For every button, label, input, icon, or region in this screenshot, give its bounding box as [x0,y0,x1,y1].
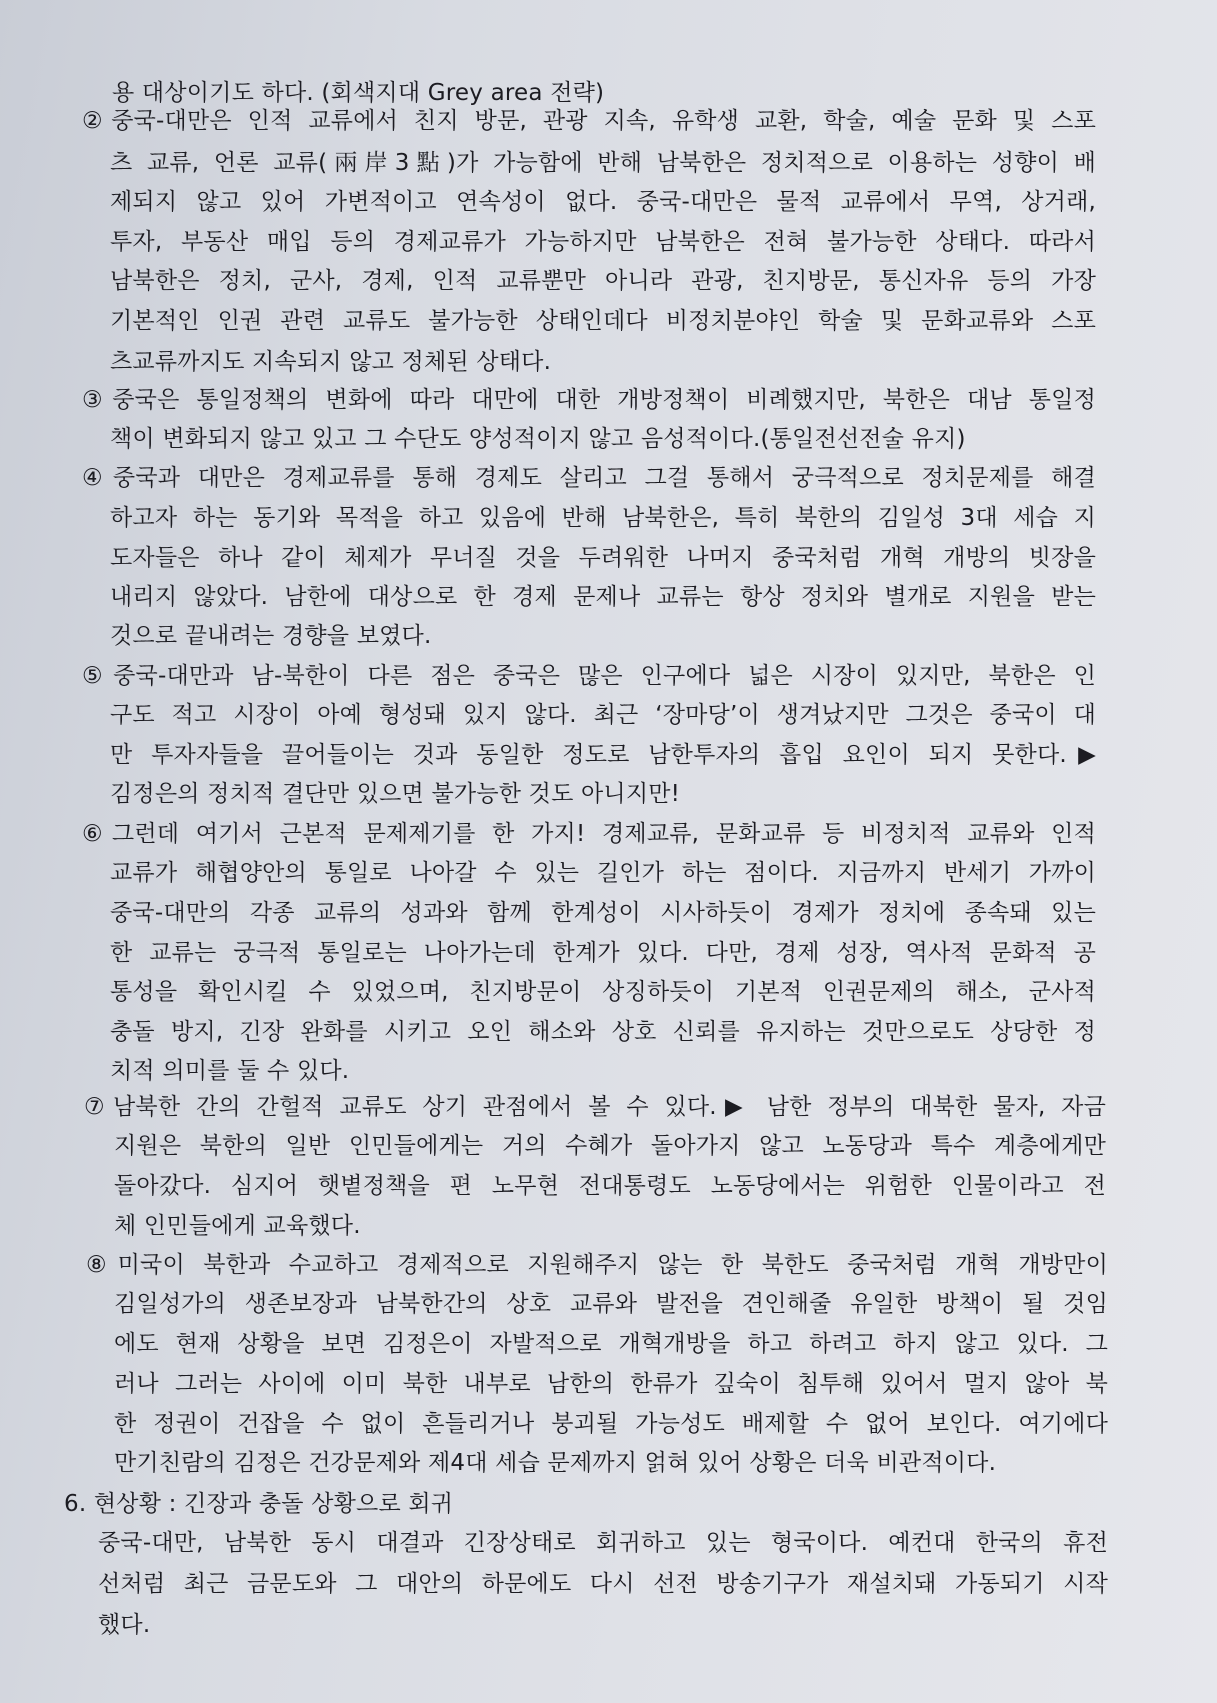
item-4-line-4: 내리지 않았다. 남한에 대상으로 한 경제 문제나 교류는 항상 정치와 별개로 지원을 받는 [110,584,1096,610]
item-4-line-3: 도자들은 하나 같이 체제가 무너질 것을 두려워한 나머지 중국처럼 개혁 개방의 빗장을 [110,545,1096,571]
item-2-line-3: 제되지 않고 있어 가변적이고 연속성이 없다. 중국-대만은 물적 교류에서 무역, 상거래, [110,189,1096,215]
item-6-line-6: 충돌 방지, 긴장 완화를 시키고 오인 해소와 상호 신뢰를 유지하는 것만으로도 상당한 정 [110,1019,1096,1045]
item-4-line-5: 것으로 끝내려는 경향을 보였다. [110,623,432,649]
body-line-3: 했다. [98,1612,151,1638]
item-6-line-7: 치적 의미를 둘 수 있다. [110,1058,350,1084]
item-8-line-4: 러나 그러는 사이에 이미 북한 내부로 남한의 한류가 깊숙이 침투해 있어서 멀지 않아 북 [114,1371,1108,1397]
item-8-line-6: 만기친람의 김정은 건강문제와 제4대 세습 문제까지 얽혀 있어 상황은 더욱 비관적이다. [114,1450,997,1476]
item-4-line-2: 하고자 하는 동기와 목적을 하고 있음에 반해 남북한은, 특히 북한의 김일성 3대 세습 지 [110,505,1096,531]
item-2-line-4: 투자, 부동산 매입 등의 경제교류가 가능하지만 남북한은 전혀 불가능한 상태다. 따라서 [110,229,1096,255]
section-heading: 6. 현상황 : 긴장과 충돌 상황으로 회귀 [64,1491,454,1517]
item-2-line-7: 츠교류까지도 지속되지 않고 정체된 상태다. [110,349,552,375]
item-8-line-5: 한 정권이 건잡을 수 없이 흔들리거나 붕괴될 가능성도 배제할 수 없어 보인다. 여기에다 [114,1411,1108,1437]
item-8-line-3: 에도 현재 상황을 보면 김정은이 자발적으로 개혁개방을 하고 하려고 하지 않고 있다. 그 [114,1331,1108,1357]
item-6-line-4: 한 교류는 궁극적 통일로는 나아가는데 한계가 있다. 다만, 경제 성장, 역사적 문화적 공 [110,940,1096,966]
item-4-line-1: ④중국과 대만은 경제교류를 통해 경제도 살리고 그걸 통해서 궁극적으로 정치문제를 해결 [82,465,1096,491]
item-5-line-3: 만 투자자들을 끌어들이는 것과 동일한 정도로 남한투자의 흡입 요인이 되지 못한다.▶ [110,742,1096,768]
item-7-line-1: ⑦남북한 간의 간헐적 교류도 상기 관점에서 볼 수 있다.▶ 남한 정부의 대북한 물자, 자금 [84,1094,1106,1120]
item-7-line-2: 지원은 북한의 일반 인민들에게는 거의 수혜가 돌아가지 않고 노동당과 특수 계층에게만 [114,1133,1106,1159]
item-8-line-1: ⑧미국이 북한과 수교하고 경제적으로 지원해주지 않는 한 북한도 중국처럼 개혁 개방만이 [86,1252,1108,1278]
item-6-line-3: 중국-대만의 각종 교류의 성과와 함께 한계성이 시사하듯이 경제가 정치에 종속돼 있는 [110,900,1096,926]
item-5-line-4: 김정은의 정치적 결단만 있으면 불가능한 것도 아니지만! [110,781,681,807]
item-2-line-2: 츠 교류, 언론 교류(兩岸3點)가 가능함에 반해 남북한은 정치적으로 이용하는 성향이 배 [110,150,1096,176]
text-line-1: 용 대상이기도 하다. (회색지대 Grey area 전략) [112,80,605,106]
item-2-line-6: 기본적인 인권 관련 교류도 불가능한 상태인데다 비정치분야인 학술 및 문화교류와 스포 [110,308,1096,334]
item-7-line-3: 돌아갔다. 심지어 햇볕정책을 편 노무현 전대통령도 노동당에서는 위험한 인물이라고 전 [114,1173,1106,1199]
item-3-line-1: ③중국은 통일정책의 변화에 따라 대만에 대한 개방정책이 비례했지만, 북한은 대남 통일정 [82,387,1096,413]
item-3-line-2: 책이 변화되지 않고 있고 그 수단도 양성적이지 않고 음성적이다.(통일전선전술 유지) [110,426,966,452]
item-2-line-1: ②중국-대만은 인적 교류에서 친지 방문, 관광 지속, 유학생 교환, 학술, 예술 문화 및 스포 [82,108,1096,134]
item-6-line-2: 교류가 해협양안의 통일로 나아갈 수 있는 길인가 하는 점이다. 지금까지 반세기 가까이 [110,860,1096,886]
item-5-line-1: ⑤중국-대만과 남-북한이 다른 점은 중국은 많은 인구에다 넓은 시장이 있지만, 북한은 인 [82,663,1096,689]
item-2-line-5: 남북한은 정치, 군사, 경제, 인적 교류뿐만 아니라 관광, 친지방문, 통신자유 등의 가장 [110,268,1096,294]
item-8-line-2: 김일성가의 생존보장과 남북한간의 상호 교류와 발전을 견인해줄 유일한 방책이 될 것임 [114,1291,1108,1317]
item-6-line-5: 통성을 확인시킬 수 있었으며, 친지방문이 상징하듯이 기본적 인권문제의 해소, 군사적 [110,979,1096,1005]
item-7-line-4: 체 인민들에게 교육했다. [114,1213,361,1239]
body-line-2: 선처럼 최근 금문도와 그 대안의 하문에도 다시 선전 방송기구가 재설치돼 가동되기 시작 [98,1571,1108,1597]
item-6-line-1: ⑥그런데 여기서 근본적 문제제기를 한 가지! 경제교류, 문화교류 등 비정치적 교류와 인적 [82,821,1096,847]
body-line-1: 중국-대만, 남북한 동시 대결과 긴장상태로 회귀하고 있는 형국이다. 예컨대 한국의 휴전 [98,1530,1108,1556]
item-5-line-2: 구도 적고 시장이 아예 형성돼 있지 않다. 최근 ‘장마당’이 생겨났지만 그것은 중국이 대 [110,702,1096,728]
